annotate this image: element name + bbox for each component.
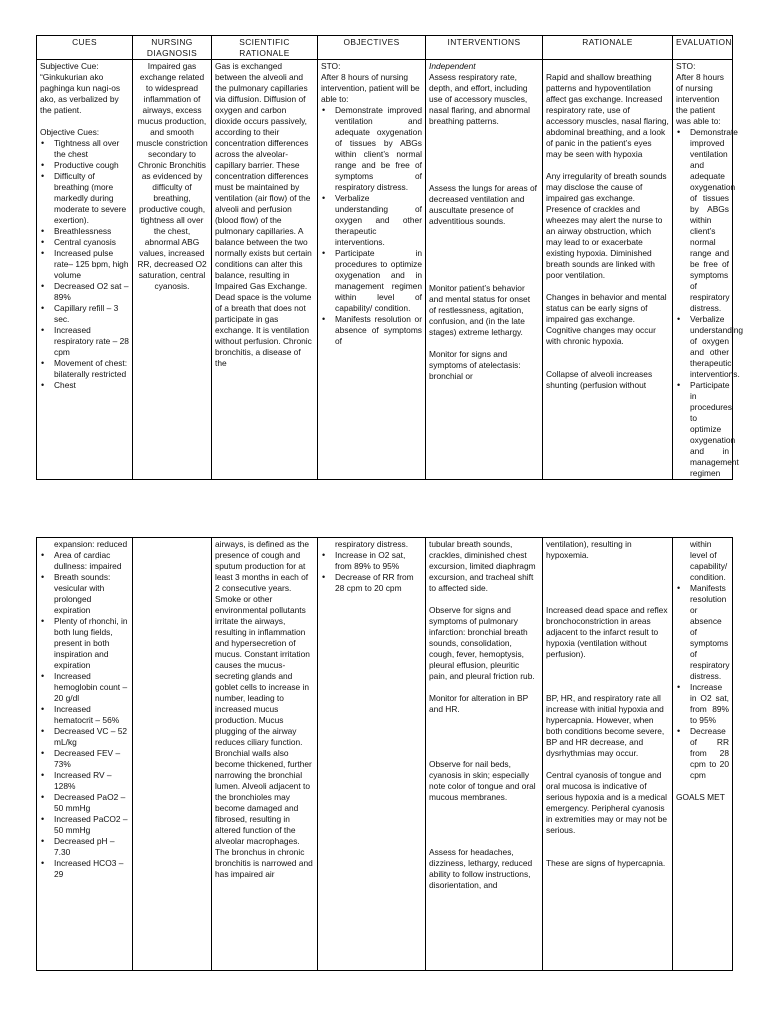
intervention-item: Assess respiratory rate, depth, and effort, including use of accessory muscles, nasal flaring, and abnormal breathing patterns. [429,72,531,126]
list-item: • Movement of chest: bilaterally restricted [40,358,129,380]
list-item: • Increase in O2 sat, from 89% to 95% [676,682,729,726]
list-item: • Difficulty of breathing (more markedly during moderate to severe exertion). [40,171,129,226]
header-interventions: INTERVENTIONS [426,36,543,60]
scientific-rationale-cell [212,60,318,480]
care-plan-page-2 [36,537,732,971]
list-item: • Decreased FEV – 73% [40,748,129,770]
goals-met-label: GOALS MET [676,792,725,802]
nursing-care-plan-table-continued [36,537,733,971]
header-cues: CUES [37,36,133,60]
objectives-intro: After 8 hours of nursing intervention, patient will be able to: [321,72,420,104]
list-item: • Increased pulse rate– 125 bpm, high volume [40,248,129,281]
list-item: • Increased RV – 128% [40,770,129,792]
objectives-list [321,105,422,347]
header-nursing-diagnosis: NURSING DIAGNOSIS [133,36,212,60]
list-item: • Productive cough [40,160,129,171]
list-item: • Participate in procedures to optimize oxygenation and in management regimen [676,380,729,479]
table-row [37,60,733,480]
scientific-rationale-text: Gas is exchanged between the alveoli and the pulmonary capillaries via diffusion. Diffusion of oxygen and carbon dioxide occurs passively, according to their concentration differences across the alveolar-capillary barrier. These concentration differences must be maintained by ventilation (air flow) of the alveoli and perfusion (blood flow) of the pulmonary capillaries. A balance between the two normally exists but certain conditions can alter this balance, resulting in Impaired Gas Exchange. Dead space is the volume of a breath that does not participate in gas exchange. It is ventilation without perfusion. Chronic bronchitis, a disease of the [215,61,312,368]
rationale-item: BP, HR, and respiratory rate all increase with initial hypoxia and hypercapnia. However, when both conditions become severe, BP and HR decrease, and dysrhythmias may occur. [546,693,665,758]
cues-cell-continued [37,538,133,971]
interventions-independent-label: Independent [429,61,476,71]
header-scientific-rationale: SCIENTIFIC RATIONALE [212,36,318,60]
evaluation-cell-continued [673,538,733,971]
evaluation-sto-label: STO: [676,61,696,71]
intervention-item: Observe for nail beds, cyanosis in skin; especially note color of tongue and oral mucous membranes. [429,759,536,802]
list-item: • Verbalize understanding of oxygen and other therapeutic interventions. [676,314,729,380]
objectives-cell [318,60,426,480]
objective-cues-label: Objective Cues: [40,127,100,137]
rationale-item: Rapid and shallow breathing patterns and hypoventilation affect gas exchange. Increased respiratory rate, use of accessory muscles, nasal flaring, abdominal breathing, and a look of panic in the patient’s eyes may be seen with hypoxia [546,72,669,159]
rationale-item: Central cyanosis of tongue and oral mucosa is indicative of serious hypoxia and is a medical emergency. Peripheral cyanosis in extremities may or may not be serious. [546,770,668,835]
list-item: • Increased hematocrit – 56% [40,704,129,726]
list-item: • Increase in O2 sat, from 89% to 95% [321,550,422,572]
header-evaluation: EVALUATION [673,36,733,60]
rationale-item: Collapse of alveoli increases shunting (perfusion without [546,369,653,390]
intervention-item: Monitor for alteration in BP and HR. [429,693,528,714]
objectives-list-continued [321,550,422,594]
objectives-continued-text: respiratory distress. [335,539,409,549]
intervention-item: Monitor for signs and symptoms of atelectasis: bronchial or [429,349,521,381]
list-item: • Manifests resolution or absence of symptoms of [321,314,422,347]
list-item: • Increased HCO3 – 29 [40,858,129,880]
list-item: • Breath sounds: vesicular with prolonged expiration [40,572,129,616]
rationale-item: ventilation), resulting in hypoxemia. [546,539,632,560]
list-item: • Participate in procedures to optimize oxygenation and in management regimen within level of capability/ condition. [321,248,422,314]
subjective-cue-label: Subjective Cue: [40,61,99,71]
list-item: • Breathlessness [40,226,129,237]
care-plan-page-1 [36,35,744,480]
list-item: • Central cyanosis [40,237,129,248]
intervention-item: Assess for headaches, dizziness, lethargy, reduced ability to follow instructions, disorientation, and [429,847,533,890]
list-item: • Plenty of rhonchi, in both lung fields, present in both inspiration and expiration [40,616,129,671]
header-rationale: RATIONALE [543,36,673,60]
evaluation-continued-text: within level of capability/ condition. [690,539,728,582]
header-objectives: OBJECTIVES [318,36,426,60]
intervention-item: tubular breath sounds, crackles, diminished chest excursion, limited diaphragm excursion, and tracheal shift to affected side. [429,539,536,593]
subjective-cue-text: “Ginkukurian ako paghinga kun nagi-os ako, as verbalized by the patient. [40,72,121,115]
objectives-cell-continued [318,538,426,971]
scientific-rationale-text-continued: airways, is defined as the presence of cough and sputum production for at least 3 months in each of 2 consecutive years. Smoke or other environmental pollutants irritate the airways, resulting in inflammation and hypersecretion of mucus. Constant irritation causes the mucus-secreting glands and goblet cells to increase in number, leading to increased mucus production. Mucus plugging of the airway reduces ciliary function. Bronchial walls also become thickened, further narrowing the bronchial lumen. Alveoli adjacent to the bronchioles may become damaged and fibrosed, resulting in altered function of the alveolar macrophages. The bronchus in chronic bronchitis is narrowed and has impaired air [215,539,313,879]
list-item: • Increased respiratory rate – 28 cpm [40,325,129,358]
list-item: • Increased hemoglobin count – 20 g/dl [40,671,129,704]
intervention-item: Observe for signs and symptoms of pulmonary infarction: bronchial breath sounds, consolidation, cough, fever, hemoptysis, pleural effusion, pleuritic pain, and pleural friction rub. [429,605,535,681]
nursing-care-plan-table [36,35,744,480]
evaluation-list-continued [676,583,729,781]
cues-cell [37,60,133,480]
list-item: • Demonstrate improved ventilation and adequate oxygenation of tissues by ABGs within client’s normal range and be free of symptoms of respiratory distress. [321,105,422,193]
table-row [37,538,733,971]
nursing-diagnosis-cell-continued [133,538,212,971]
rationale-item: Changes in behavior and mental status can be early signs of impaired gas exchange. Cognitive changes may occur with chronic hypoxia. [546,292,667,346]
list-item: • Decreased PaO2 – 50 mmHg [40,792,129,814]
intervention-item: Monitor patient’s behavior and mental status for onset of restlessness, agitation, confusion, and (in the late stages) extreme lethargy. [429,283,531,337]
list-item: • Decrease of RR from 28 cpm to 20 cpm [676,726,729,781]
list-item: • Decrease of RR from 28 cpm to 20 cpm [321,572,422,594]
interventions-cell [426,60,543,480]
evaluation-cell [673,60,744,480]
nursing-diagnosis-cell [133,60,212,480]
list-item: • Increased PaCO2 – 50 mmHg [40,814,129,836]
scientific-rationale-cell-continued [212,538,318,971]
list-item: • Decreased VC – 52 mL/kg [40,726,129,748]
interventions-cell-continued [426,538,543,971]
list-item: • Verbalize understanding of oxygen and other therapeutic interventions. [321,193,422,248]
list-item: • Decreased O2 sat – 89% [40,281,129,303]
rationale-cell-continued [543,538,673,971]
rationale-item: Increased dead space and reflex bronchoconstriction in areas adjacent to the infarct result to hypoxia (ventilation without perfusion). [546,605,668,659]
list-item: • Manifests resolution or absence of symptoms of respiratory distress. [676,583,729,682]
evaluation-intro: After 8 hours of nursing intervention the patient was able to: [676,72,724,126]
table-header-row [37,36,733,60]
rationale-item: Any irregularity of breath sounds may disclose the cause of impaired gas exchange. Presence of crackles and wheezes may alert the nurse to an airway obstruction, which may lead to or exacerbate existing hypoxia. Diminished breath sounds are linked with poor ventilation. [546,171,667,280]
objective-cues-list [40,138,129,391]
objectives-sto-label: STO: [321,61,341,71]
list-item: • Area of cardiac dullness: impaired [40,550,129,572]
evaluation-list [676,127,744,479]
cues-continued-text: expansion: reduced [54,539,128,549]
list-item: • Tightness all over the chest [40,138,129,160]
list-item: • Chest [40,380,129,391]
nursing-diagnosis-text: Impaired gas exchange related to widespread inflammation of airways, excess mucus production, and smooth muscle constriction secondary to Chronic Bronchitis as evidenced by difficulty of breathing, productive cough, tightness all over the chest, abnormal ABG values, increased RR, decreased O2 saturation, central cyanosis. [136,61,208,291]
list-item: • Decreased pH – 7.30 [40,836,129,858]
rationale-cell [543,60,673,480]
rationale-item: These are signs of hypercapnia. [546,858,666,868]
list-item: • Demonstrate improved ventilation and adequate oxygenation of tissues by ABGs within client’s normal range and be free of symptoms of respiratory distress. [676,127,729,314]
intervention-item: Assess the lungs for areas of decreased ventilation and auscultate presence of adventitious sounds. [429,183,537,226]
objective-cues-list-continued [40,550,129,880]
list-item: • Capillary refill – 3 sec. [40,303,129,325]
